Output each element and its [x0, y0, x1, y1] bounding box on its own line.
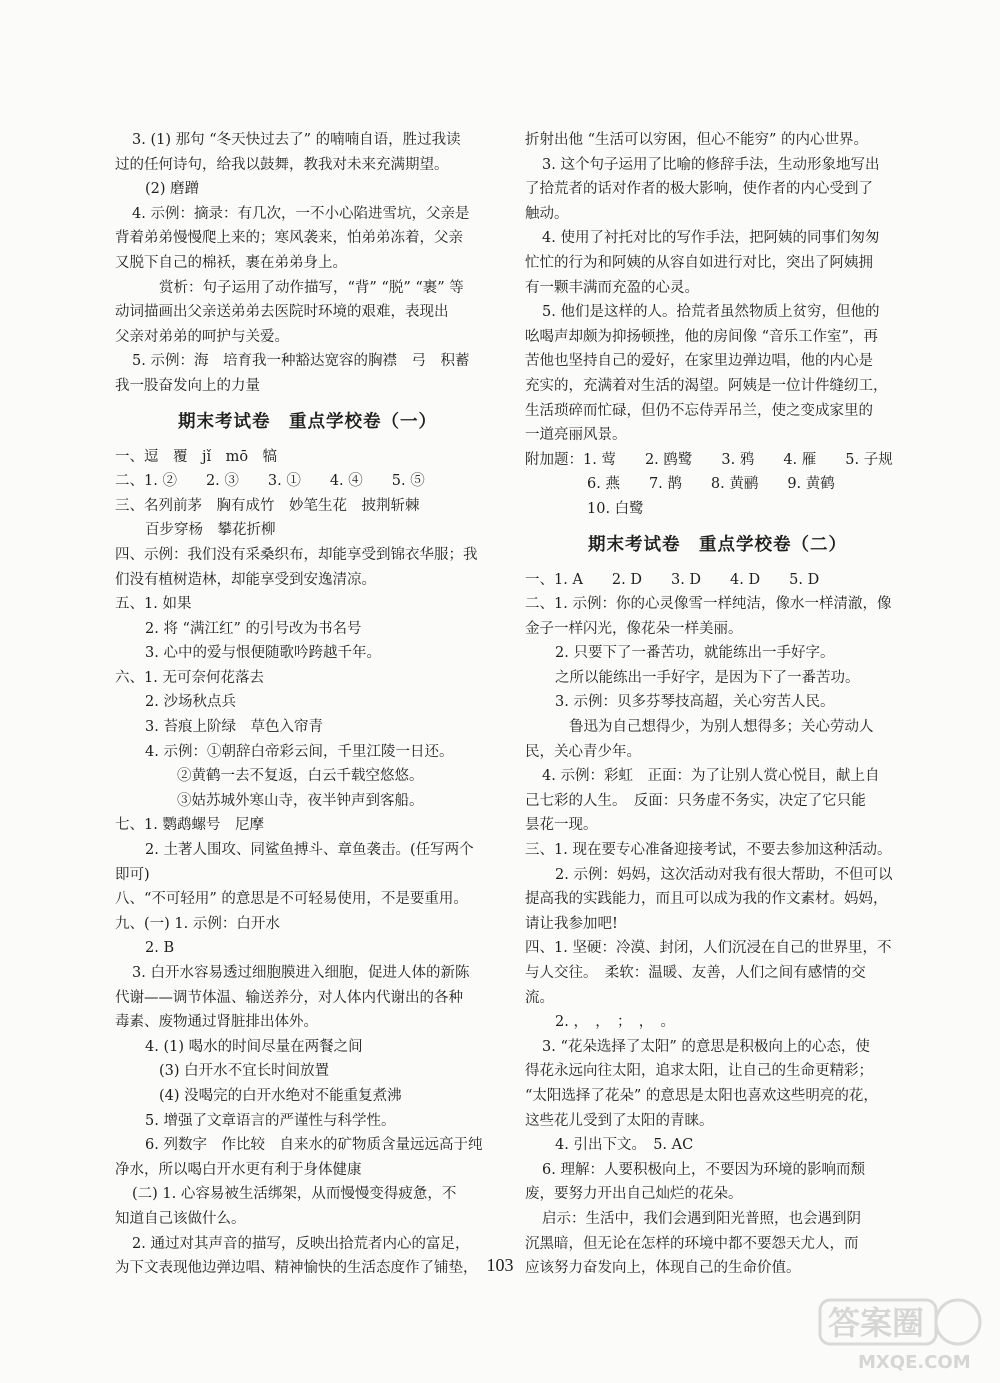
left-text-line: (2) 磨蹭: [145, 181, 200, 198]
left-text-line: 2. B: [145, 940, 175, 957]
left-text-line: 2. 土著人围攻、同鲨鱼搏斗、章鱼袭击。(任写两个: [145, 842, 474, 859]
left-text-line: (4) 没喝完的白开水绝对不能重复煮沸: [159, 1087, 402, 1104]
right-column: [525, 128, 910, 1281]
right-text-line: 民，关心青少年。: [525, 743, 641, 760]
left-text-line: 一、逗 覆 jǐ mō 犒: [115, 448, 278, 465]
left-text-line: (二) 1. 心容易被生活绑架，从而慢慢变得疲惫，不: [132, 1186, 457, 1203]
right-text-line: 4. 使用了衬托对比的写作手法，把阿姨的同事们匆匆: [542, 230, 880, 247]
left-text-line: 3. (1) 那句 “冬天快过去了” 的喃喃自语，胜过我读: [132, 132, 461, 148]
right-text-line: 废，要努力开出自己灿烂的花朵。: [525, 1186, 743, 1203]
right-text-line: 充实的，充满着对生活的渴望。阿姨是一位计件缝纫工，: [525, 377, 888, 394]
left-text-line: 4. 示例：摘录：有几次，一不小心陷进雪坑，父亲是: [132, 205, 470, 222]
right-text-line: 2. 只要下了一番苦功，就能练出一手好字。: [555, 645, 835, 662]
left-text-line: 知道自己该做什么。: [115, 1210, 246, 1227]
right-text-line: 10. 白鹭: [587, 500, 644, 517]
right-text-line: 6. 理解：人要积极向上，不要因为环境的影响而颓: [542, 1161, 865, 1178]
right-text-line: 三、1. 现在要专心准备迎接考试，不要去参加这种活动。: [525, 842, 892, 859]
left-text-line: ②黄鹤一去不复返，白云千载空悠悠。: [177, 768, 424, 785]
right-text-line: 了拾荒者的话对作者的极大影响，使作者的内心受到了: [525, 181, 873, 198]
right-text-line: 一、1. A 2. D 3. D 4. D 5. D: [525, 571, 820, 588]
right-text-line: 3. 这个句子运用了比喻的修辞手法，生动形象地写出: [542, 156, 880, 173]
right-text-line: 一道亮丽风景。: [525, 427, 627, 444]
right-text-line: 吆喝声却颇为抑扬顿挫，他的房间像 “音乐工作室”，再: [525, 328, 878, 345]
left-text-line: 三、名列前茅 胸有成竹 妙笔生花 披荆斩棘: [115, 497, 420, 514]
left-text-line: 我一股奋发向上的力量: [115, 377, 260, 394]
left-text-line: 背着弟弟慢慢爬上来的；寒风袭来，怕弟弟冻着，父亲: [115, 230, 463, 247]
right-text-line: 有一颗丰满而充盈的心灵。: [525, 279, 699, 296]
left-text-line: 们没有植树造林，却能享受到安逸清凉。: [115, 571, 376, 588]
right-text-line: “太阳选择了花朵” 的意思是太阳也喜欢这些明亮的花，: [525, 1087, 878, 1104]
left-text-line: 净水，所以喝白开水更有利于身体健康: [115, 1161, 362, 1178]
left-text-line: 为下文表现他边弹边唱、精神愉快的生活态度作了铺垫，: [115, 1260, 478, 1277]
left-text-line: 5. 增强了文章语言的严谨性与科学性。: [145, 1112, 396, 1129]
right-text-line: 这些花儿受到了太阳的青睐。: [525, 1112, 714, 1129]
right-text-line: 四、1. 坚硬：冷漠、封闭，人们沉浸在自己的世界里，不: [525, 940, 892, 957]
svg-text:答案圈: 答案圈: [828, 1304, 925, 1342]
left-text-line: 5. 示例：海 培育我一种豁达宽容的胸襟 弓 积蓄: [132, 353, 470, 370]
left-text-line: ③姑苏城外寒山寺，夜半钟声到客船。: [177, 792, 424, 809]
right-text-line: 沉黑暗，但无论在怎样的环境中都不要怨天尤人，而: [525, 1235, 859, 1252]
left-text-line: 九、(一) 1. 示例：白开水: [115, 915, 280, 932]
left-text-line: 五、1. 如果: [115, 596, 192, 613]
svg-text:MXQE.COM: MXQE.COM: [858, 1352, 971, 1373]
right-text-line: 生活琐碎而忙碌，但仍不忘侍弄吊兰，使之变成家里的: [525, 402, 873, 419]
right-text-line: 流。: [525, 989, 554, 1006]
left-text-line: 2. 将 “满江红” 的引号改为书名号: [145, 620, 362, 637]
left-column: [115, 128, 500, 1281]
left-text-line: (3) 白开水不宜长时间放置: [159, 1063, 330, 1080]
right-text-line: 4. 引出下文。 5. AC: [555, 1137, 694, 1154]
right-text-line: 己七彩的人生。 反面：只务虚不务实，决定了它只能: [525, 792, 866, 809]
right-text-line: 2. ， ， ； ， 。: [555, 1014, 675, 1031]
right-text-line: 触动。: [525, 205, 569, 222]
right-text-line: 折射出他 “生活可以穷困，但心不能穷” 的内心世界。: [525, 132, 869, 148]
left-text-line: 2. 沙场秋点兵: [145, 694, 236, 711]
left-text-line: 3. 苔痕上阶绿 草色入帘青: [145, 719, 323, 736]
right-text-line: 提高我的实践能力，而且可以成为我的作文素材。妈妈，: [525, 891, 888, 908]
page-number: 103: [486, 1255, 514, 1275]
left-text-line: 父亲对弟弟的呵护与关爱。: [115, 328, 289, 345]
left-text-line: 3. 心中的爱与恨便随歌吟跨越千年。: [145, 645, 381, 662]
right-section-heading: 期末考试卷 重点学校卷（二）: [588, 534, 847, 555]
right-text-line: 苦他也坚持自己的爱好，在家里边弹边唱，他的内心是: [525, 353, 873, 370]
left-text-line: 赏析：句子运用了动作描写，“背” “脱” “裹” 等: [159, 279, 464, 296]
left-text-line: 4. 示例：①朝辞白帝彩云间，千里江陵一日还。: [145, 743, 454, 760]
left-text-line: 七、1. 鹦鹉螺号 尼摩: [115, 817, 264, 834]
left-text-line: 3. 白开水容易透过细胞膜进入细胞，促进人体的新陈: [132, 965, 470, 981]
right-text-line: 昙花一现。: [525, 817, 598, 834]
left-text-line: 毒素、废物通过肾脏排出体外。: [115, 1014, 318, 1031]
right-text-line: 附加题：1. 莺 2. 鸥鹭 3. 鸦 4. 雁 5. 子规: [525, 451, 893, 468]
right-text-line: 应该努力奋发向上，体现自己的生命价值。: [525, 1260, 801, 1277]
right-text-line: 忙忙的行为和阿姨的从容自如进行对比，突出了阿姨拥: [525, 254, 873, 271]
left-text-line: 八、“不可轻用” 的意思是不可轻易使用，不是要重用。: [115, 891, 468, 908]
right-text-line: 得花永远向往太阳，追求太阳，让自己的生命更精彩；: [525, 1063, 873, 1080]
left-text-line: 4. (1) 喝水的时间尽量在两餐之间: [145, 1038, 363, 1055]
right-text-line: 之所以能练出一手好字，是因为下了一番苦功。: [555, 669, 860, 686]
left-text-line: 百步穿杨 攀花折柳: [145, 522, 276, 539]
left-text-line: 即可): [115, 866, 150, 883]
right-text-line: 与人交往。 柔软：温暖、友善，人们之间有感情的交: [525, 965, 866, 981]
right-text-line: 请让我参加吧!: [525, 915, 618, 932]
watermark-logo: [818, 1296, 988, 1376]
left-text-line: 代谢——调节体温、输送养分，对人体内代谢出的各种: [115, 989, 463, 1006]
left-text-line: 动词描画出父亲送弟弟去医院时环境的艰难，表现出: [115, 304, 449, 321]
left-text-line: 过的任何诗句，给我以鼓舞，教我对未来充满期望。: [115, 156, 449, 173]
right-text-line: 金子一样闪光，像花朵一样美丽。: [525, 620, 743, 637]
right-text-line: 5. 他们是这样的人。拾荒者虽然物质上贫穷，但他的: [542, 304, 880, 321]
left-text-line: 四、示例：我们没有采桑织布，却能享受到锦衣华服；我: [115, 546, 478, 563]
left-text-line: 又脱下自己的棉袄，裹在弟弟身上。: [115, 254, 347, 271]
right-text-line: 3. “花朵选择了太阳” 的意思是积极向上的心态，使: [542, 1038, 870, 1055]
right-text-line: 4. 示例：彩虹 正面：为了让别人赏心悦目，献上自: [542, 768, 880, 785]
right-text-line: 6. 燕 7. 鹊 8. 黄鹂 9. 黄鹤: [587, 476, 835, 493]
right-text-line: 启示：生活中，我们会遇到阳光普照，也会遇到阴: [542, 1210, 861, 1227]
left-text-line: 二、1. ② 2. ③ 3. ① 4. ④ 5. ⑤: [115, 473, 425, 490]
left-text-line: 六、1. 无可奈何花落去: [115, 669, 264, 686]
right-text-line: 3. 示例：贝多芬琴技高超，关心穷苦人民。: [555, 694, 835, 711]
left-text-line: 6. 列数字 作比较 自来水的矿物质含量远远高于纯: [145, 1137, 483, 1154]
left-text-line: 2. 通过对其声音的描写，反映出拾荒者内心的富足，: [132, 1235, 470, 1252]
left-section-heading: 期末考试卷 重点学校卷（一）: [178, 411, 437, 432]
right-text-line: 二、1. 示例：你的心灵像雪一样纯洁，像水一样清澈，像: [525, 596, 892, 613]
right-text-line: 鲁迅为自己想得少，为别人想得多；关心劳动人: [569, 719, 874, 736]
right-text-line: 2. 示例：妈妈，这次活动对我有很大帮助，不但可以: [555, 866, 893, 883]
